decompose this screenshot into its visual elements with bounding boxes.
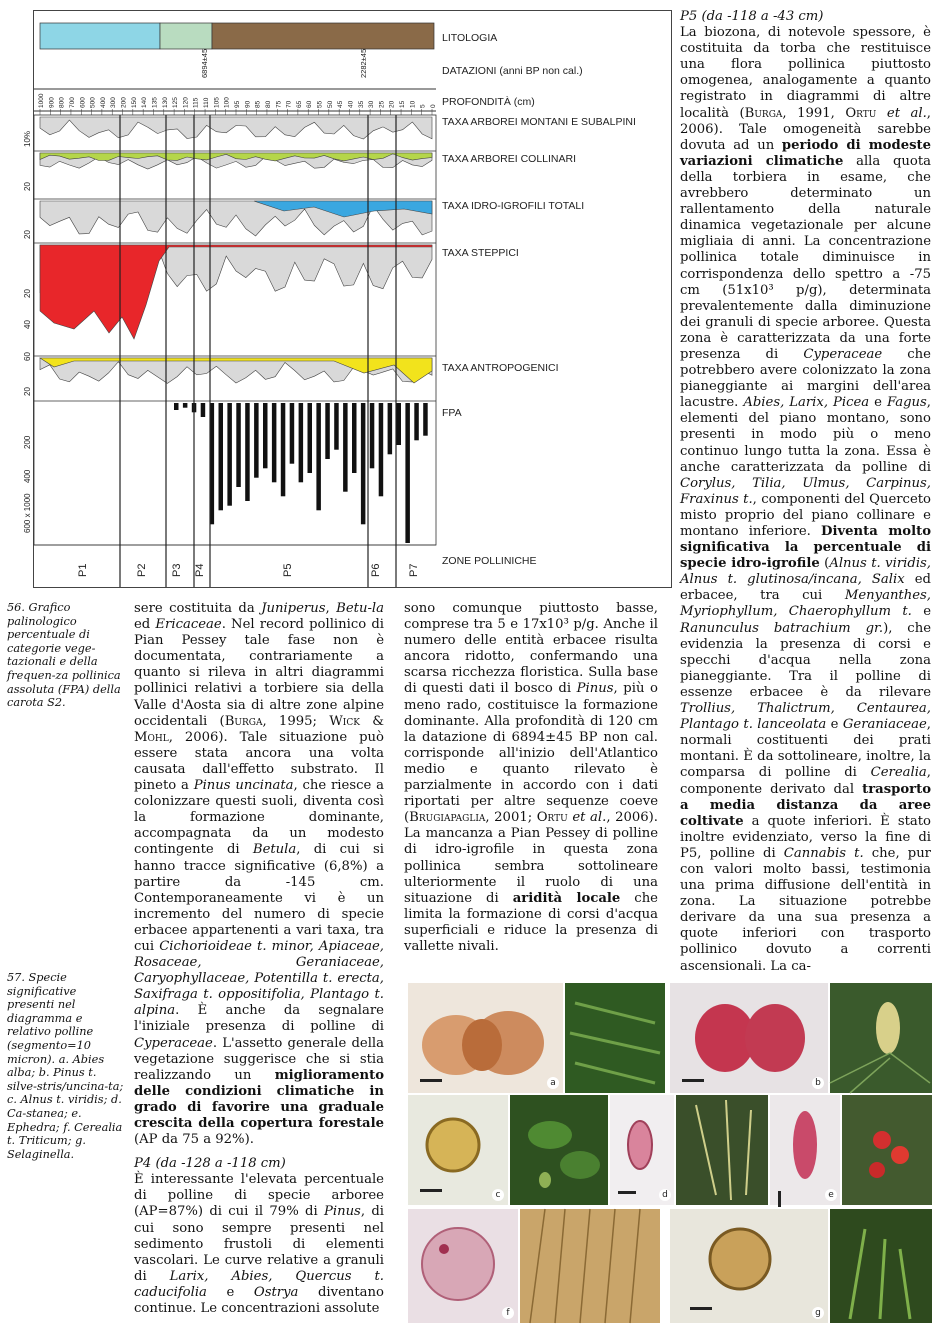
caption-fig56: 56. Grafico palinologico percentuale di categorie vege-tazionali e della frequen-za pollinica assoluta (FPA) della carota S2. bbox=[7, 601, 121, 710]
depth-label: 125 bbox=[172, 97, 180, 108]
depth-label: 110 bbox=[203, 97, 211, 108]
depth-label: 900 bbox=[48, 97, 56, 108]
fpa-bar bbox=[343, 403, 348, 492]
fpa-bar bbox=[414, 403, 419, 440]
pollen-diagram bbox=[23, 10, 672, 588]
plate-label-e: e bbox=[825, 1189, 837, 1201]
depth-label: 65 bbox=[295, 100, 303, 108]
depth-label: 75 bbox=[275, 100, 283, 108]
depth-label: 10 bbox=[409, 100, 417, 108]
depth-label: 25 bbox=[378, 100, 386, 108]
fpa-bar bbox=[254, 403, 259, 478]
plate-label-f: f bbox=[502, 1307, 514, 1319]
zone-label-p5: P5 bbox=[282, 563, 294, 577]
axis-tick-200: 200 bbox=[23, 435, 32, 449]
axis-tick-20c: 20 bbox=[23, 289, 32, 298]
fpa-bar bbox=[361, 403, 366, 524]
photo-alnus-pollen bbox=[408, 1095, 508, 1205]
row-label-litologia: LITOLOGIA bbox=[442, 32, 498, 44]
depth-label: 500 bbox=[89, 97, 97, 108]
axis-tick-60: 60 bbox=[23, 352, 32, 361]
zone-label-p3: P3 bbox=[171, 563, 183, 577]
depth-label: 85 bbox=[254, 100, 262, 108]
depth-label: 130 bbox=[161, 97, 169, 108]
row-label-collinari: TAXA ARBOREI COLLINARI bbox=[442, 153, 577, 165]
depth-label: 80 bbox=[264, 100, 272, 108]
depth-label: 20 bbox=[388, 100, 396, 108]
plate-label-a: a bbox=[547, 1077, 559, 1089]
lithology-transition bbox=[160, 23, 212, 49]
plate-label-g: g bbox=[812, 1307, 824, 1319]
date-label-1: 6894±45 bbox=[200, 48, 209, 78]
photo-alnus-plant bbox=[510, 1095, 608, 1205]
row-label-datazioni: DATAZIONI (anni BP non cal.) bbox=[442, 65, 583, 77]
photo-ephedra-pollen bbox=[770, 1095, 840, 1205]
photo-cerealia-pollen bbox=[408, 1209, 518, 1323]
depth-label: 140 bbox=[141, 97, 149, 108]
fpa-bar bbox=[334, 403, 339, 450]
plate-label-b: b bbox=[812, 1077, 824, 1089]
row-label-antropogenici: TAXA ANTROPOGENICI bbox=[442, 362, 559, 374]
axis-tick-40: 40 bbox=[23, 320, 32, 329]
fpa-bar bbox=[227, 403, 232, 506]
row-label-profondita: PROFONDITÀ (cm) bbox=[442, 96, 535, 108]
photo-cerealia-plant bbox=[520, 1209, 660, 1323]
zone-label-p2: P2 bbox=[136, 563, 148, 577]
plate-label-c: c bbox=[492, 1189, 504, 1201]
axis-tick-20a: 20 bbox=[23, 182, 32, 191]
zone-label-p4: P4 bbox=[194, 563, 206, 577]
depth-label: 300 bbox=[110, 97, 118, 108]
depth-label: 60 bbox=[306, 100, 314, 108]
fpa-bar bbox=[183, 403, 188, 408]
depth-label: 1000 bbox=[38, 93, 45, 108]
row-label-steppici: TAXA STEPPICI bbox=[442, 247, 519, 259]
fpa-bar bbox=[316, 403, 321, 510]
depth-label: 35 bbox=[357, 100, 365, 108]
depth-label: 105 bbox=[213, 97, 221, 108]
photo-castanea-plant bbox=[676, 1095, 768, 1205]
paragraph-p4: È interessante l'elevata percentuale di polline di specie arboree (AP=87%) di cui il 79% di Pinus, di cui sono sempre presenti nel sedimento frustoli di elementi vascolari. Le curve relative a granuli di Larix, Abies, Quercus t. caducifolia e Ostrya diventano continue. Le concentrazioni assolute bbox=[134, 1172, 384, 1317]
depth-label: 200 bbox=[120, 97, 128, 108]
depth-label: 400 bbox=[99, 97, 107, 108]
depth-label: 90 bbox=[244, 100, 252, 108]
photo-ephedra-plant bbox=[842, 1095, 932, 1205]
fpa-bar bbox=[236, 403, 241, 487]
axis-tick-400: 400 bbox=[23, 469, 32, 483]
subheading-p5: P5 (da -118 a -43 cm) bbox=[680, 9, 824, 24]
axis-tick-20b: 20 bbox=[23, 230, 32, 239]
fpa-bar bbox=[397, 403, 402, 445]
fpa-bar bbox=[352, 403, 357, 473]
text-column-4 bbox=[680, 9, 931, 975]
fpa-bar bbox=[299, 403, 304, 482]
pollen-diagram-svg bbox=[23, 11, 671, 587]
depth-label: 55 bbox=[316, 100, 324, 108]
fpa-bar bbox=[379, 403, 384, 496]
photo-selaginella-plant bbox=[830, 1209, 932, 1323]
depth-label: 5 bbox=[419, 104, 427, 108]
depth-label: 50 bbox=[326, 100, 334, 108]
fpa-bar bbox=[423, 403, 428, 436]
photo-pinus-pollen bbox=[670, 983, 828, 1093]
fpa-bar bbox=[281, 403, 286, 496]
depth-label: 135 bbox=[151, 97, 159, 108]
depth-label: 700 bbox=[68, 97, 76, 108]
row-label-fpa: FPA bbox=[442, 407, 462, 419]
paragraph-p4-continued: sono comunque piuttosto basse, comprese tra 5 e 17x10³ p/g. Anche il numero delle entità erbacee risulta ancora ridotto, confermando una scarsa ricchezza floristica. Sulla base di questi dati il bosco di Pinus, più o meno rado, costituisce la formazione dominante. Alla profondità di 120 cm la datazione di 6894±45 BP non cal. corrisponde all'inizio dell'Atlantico medio e quanto rilevato è parzialmente in accordo con i dati riportati per altre sequenze coeve (Brugiapaglia, 2001; Ortu et al., 2006). La mancanza a Pian Pessey di polline di idro-igrofile in questa zona pollinica sembra sottolineare ulteriormente il ruolo di una situazione di aridità locale che limita la formazione di corsi d'acqua superficiali e riduce la presenza di vallette nivali. bbox=[404, 601, 658, 954]
fpa-bar bbox=[245, 403, 250, 501]
photo-abies-pollen bbox=[408, 983, 563, 1093]
fpa-bar bbox=[308, 403, 313, 473]
depth-label: 150 bbox=[130, 97, 138, 108]
row-label-idro: TAXA IDRO-IGROFILI TOTALI bbox=[442, 200, 585, 212]
date-label-2: 2282±45 bbox=[359, 48, 368, 78]
paragraph-p3-continued: sere costituita da Juniperus, Betu-la ed Ericaceae. Nel record pollinico di Pian Pessey tale fase non è documentata, contrariamente a quanto si rileva in altri diagrammi pollinici relativi a torbiere sia della Valle d'Aosta sia di altre zone alpine occidentali (Burga, 1995; Wick & Mohl, 2006). Tale situazione può essere stata ancora una volta causata dall'effetto substrato. Il pineto a Pinus uncinata, che riesce a colonizzare questi suoli, diventa così la formazione dominante, accompagnata da un modesto contingente di Betula, di cui si hanno tracce significative (6,8%) a partire da -145 cm. Contemporaneamente vi è un incremento del numero di specie erbacee appartenenti a vari taxa, tra cui Cichorioideae t. minor, Apiaceae, Rosaceae, Geraniaceae, Caryophyllaceae, Potentilla t. erecta, Saxifraga t. oppositifolia, Plantago t. alpina. È anche da segnalare l'iniziale presenza di polline di Cyperaceae. L'assetto generale della vegetazione suggerisce che si stia realizzando un miglioramento delle condizioni climatiche in grado di favorire una graduale crescita della copertura forestale (AP da 75 a 92%). bbox=[134, 601, 384, 1148]
depth-label: 45 bbox=[337, 100, 345, 108]
row-label-zone: ZONE POLLINICHE bbox=[442, 555, 537, 567]
species-photo-plate bbox=[408, 983, 932, 1325]
subheading-p4: P4 (da -128 a -118 cm) bbox=[134, 1156, 286, 1172]
fpa-bar bbox=[201, 403, 206, 417]
depth-label: 70 bbox=[285, 100, 293, 108]
area-montani bbox=[40, 117, 432, 139]
fpa-bar bbox=[405, 403, 410, 543]
plate-label-d: d bbox=[659, 1189, 671, 1201]
fpa-bar bbox=[388, 403, 393, 454]
photo-abies-plant bbox=[565, 983, 665, 1093]
depth-label: 15 bbox=[399, 100, 407, 108]
zone-label-p7: P7 bbox=[408, 563, 420, 577]
text-column-2 bbox=[134, 601, 384, 1317]
fpa-bar bbox=[370, 403, 375, 468]
caption-fig57: 57. Specie significative presenti nel diagramma e relativo polline (segmento=10 micron). a. Abies alba; b. Pinus t. silve-stris/uncina-ta; c. Alnus t. viridis; d. Ca-stanea; e. Ephedra; f. Cerealia t. Triticum; g. Selaginella. bbox=[7, 971, 124, 1161]
depth-label: 40 bbox=[347, 100, 355, 108]
fpa-bar bbox=[272, 403, 277, 482]
axis-tick-10pct: 10% bbox=[23, 130, 32, 147]
text-column-3 bbox=[404, 601, 658, 955]
depth-label: 800 bbox=[58, 97, 66, 108]
depth-label: 100 bbox=[223, 97, 231, 108]
lithology-peat bbox=[212, 23, 434, 49]
depth-label: 0 bbox=[430, 104, 437, 108]
zone-label-p6: P6 bbox=[370, 563, 382, 577]
depth-label: 600 bbox=[79, 97, 87, 108]
fpa-bar bbox=[174, 403, 179, 410]
depth-label: 95 bbox=[234, 100, 241, 108]
photo-pinus-plant bbox=[830, 983, 932, 1093]
photo-castanea-pollen bbox=[610, 1095, 674, 1205]
depth-label: 30 bbox=[368, 100, 376, 108]
row-label-montani: TAXA ARBOREI MONTANI E SUBALPINI bbox=[442, 116, 636, 128]
fpa-bar bbox=[219, 403, 224, 510]
axis-tick-20d: 20 bbox=[23, 387, 32, 396]
fpa-bar bbox=[290, 403, 295, 464]
fpa-bar bbox=[263, 403, 268, 468]
depth-label: 115 bbox=[192, 97, 200, 108]
zone-label-p1: P1 bbox=[77, 563, 89, 577]
paragraph-p5: La biozona, di notevole spessore, è costituita da torba che restituisce una flora pollinica piuttosto omogenea, analogamente a quanto registrato in diagrammi di altre località (Burga, 1991, Ortu et al., 2006). Tale omogeneità sarebbe dovuta ad un periodo di modeste variazioni climatiche alla quota della torbiera in esame, che avrebbero determinato un rallentamento della naturale dinamica vegetazionale per alcune migliaia di anni. La concentrazione pollinica totale diminuisce in corrispondenza dello spettro a -75 cm (51x10³ p/g), determinata prevalentemente dalla diminuzione dei granuli di specie arboree. Questa zona è caratterizzata da una forte presenza di Cyperaceae che potrebbero avere colonizzato la zona pianeggiante ai margini dell'area lacustre. Abies, Larix, Picea e Fagus, elementi del piano montano, sono presenti in modo più o meno continuo lungo tutta la zona. Essa è anche caratterizzata da polline di Corylus, Tilia, Ulmus, Carpinus, Fraxinus t., componenti del Querceto misto proprio del piano collinare e montano inferiore. Diventa molto significativa la percentuale di specie idro-igrofile (Alnus t. viridis, Alnus t. glutinosa/incana, Salix ed erbacee, tra cui Menyanthes, Myriophyllum, Chaerophyllum t. e Ranunculus batrachium gr.), che evidenzia la presenza di corsi e specchi d'acqua nella zona pianeggiante. Tra il polline di essenze erbacee è da rilevare Trollius, Thalictrum, Centaurea, Plantago t. lanceolata e Geraniaceae, normali costituenti dei prati montani. È da sottolineare, inoltre, la comparsa di polline di Cerealia, componente derivato dal trasporto a media distanza da aree coltivate a quote inferiori. È stato inoltre evidenziato, verso la fine di P5, polline di Cannabis t. che, pur con valori molto bassi, testimonia una prima diffusione dell'entità in zona. La situazione potrebbe derivare da una sua presenza a quote inferiori con trasporto pollinico dovuto a correnti ascensionali. La ca- bbox=[680, 25, 931, 974]
depth-label: 120 bbox=[182, 97, 190, 108]
fpa-bar bbox=[325, 403, 330, 459]
photo-selaginella-pollen bbox=[670, 1209, 828, 1323]
axis-tick-600: 600 x 1000 bbox=[23, 493, 32, 533]
lithology-lake bbox=[40, 23, 160, 49]
